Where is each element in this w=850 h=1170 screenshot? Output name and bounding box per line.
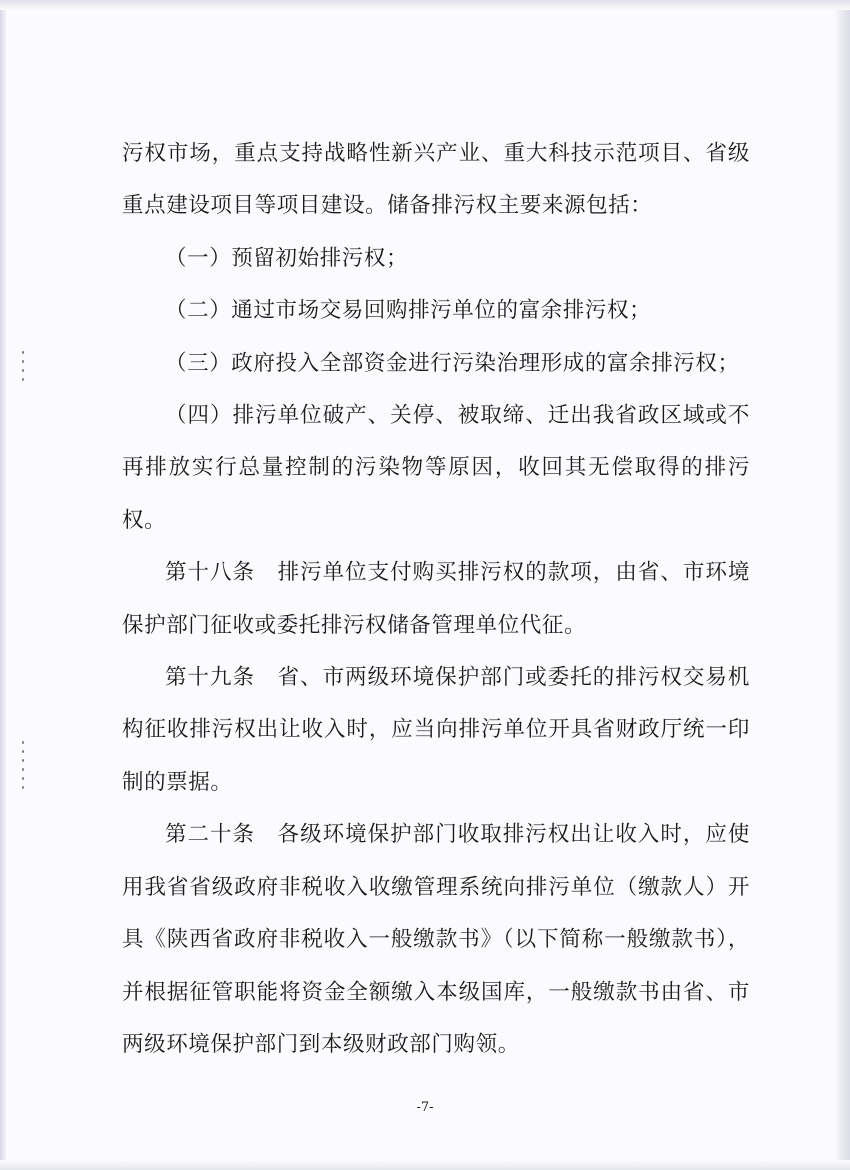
paragraph-1: 污权市场，重点支持战略性新兴产业、重大科技示范项目、省级重点建设项目等项目建设。储备排污权主要来源包括： <box>122 141 750 219</box>
page-edge-top <box>0 0 850 10</box>
page-edge-bottom <box>0 1160 850 1170</box>
paragraph-5: （四）排污单位破产、关停、被取缔、迁出我省政区域或不再排放实行总量控制的污染物等原因，收回其无偿取得的排污权。 <box>122 403 750 533</box>
page-edge-right <box>836 0 850 1170</box>
page-edge-left <box>0 0 6 1170</box>
document-body <box>122 128 750 1071</box>
paragraph-3: （二）通过市场交易回购排污单位的富余排污权； <box>165 298 652 324</box>
paragraph-2: （一）预留初始排污权； <box>165 245 409 271</box>
scan-artifact-marks <box>20 345 28 387</box>
article-19: 第十九条 省、市两级环境保护部门或委托的排污权交易机构征收排污权出让收入时，应当向排污单位开具省财政厅统一印制的票据。 <box>122 665 750 795</box>
paragraph-4: （三）政府投入全部资金进行污染治理形成的富余排污权； <box>165 350 740 376</box>
scan-artifact-marks <box>20 735 28 795</box>
page-number: -7- <box>416 1100 434 1115</box>
article-20: 第二十条 各级环境保护部门收取排污权出让收入时，应使用我省省级政府非税收入收缴管理系统向排污单位（缴款人）开具《陕西省政府非税收入一般缴款书》（以下简称一般缴款书），并根据征管职能将资金全额缴入本级国库，一般缴款书由省、市两级环境保护部门到本级财政部门购领。 <box>122 822 750 1057</box>
article-18: 第十八条 排污单位支付购买排污权的款项，由省、市环境保护部门征收或委托排污权储备管理单位代征。 <box>122 560 750 638</box>
